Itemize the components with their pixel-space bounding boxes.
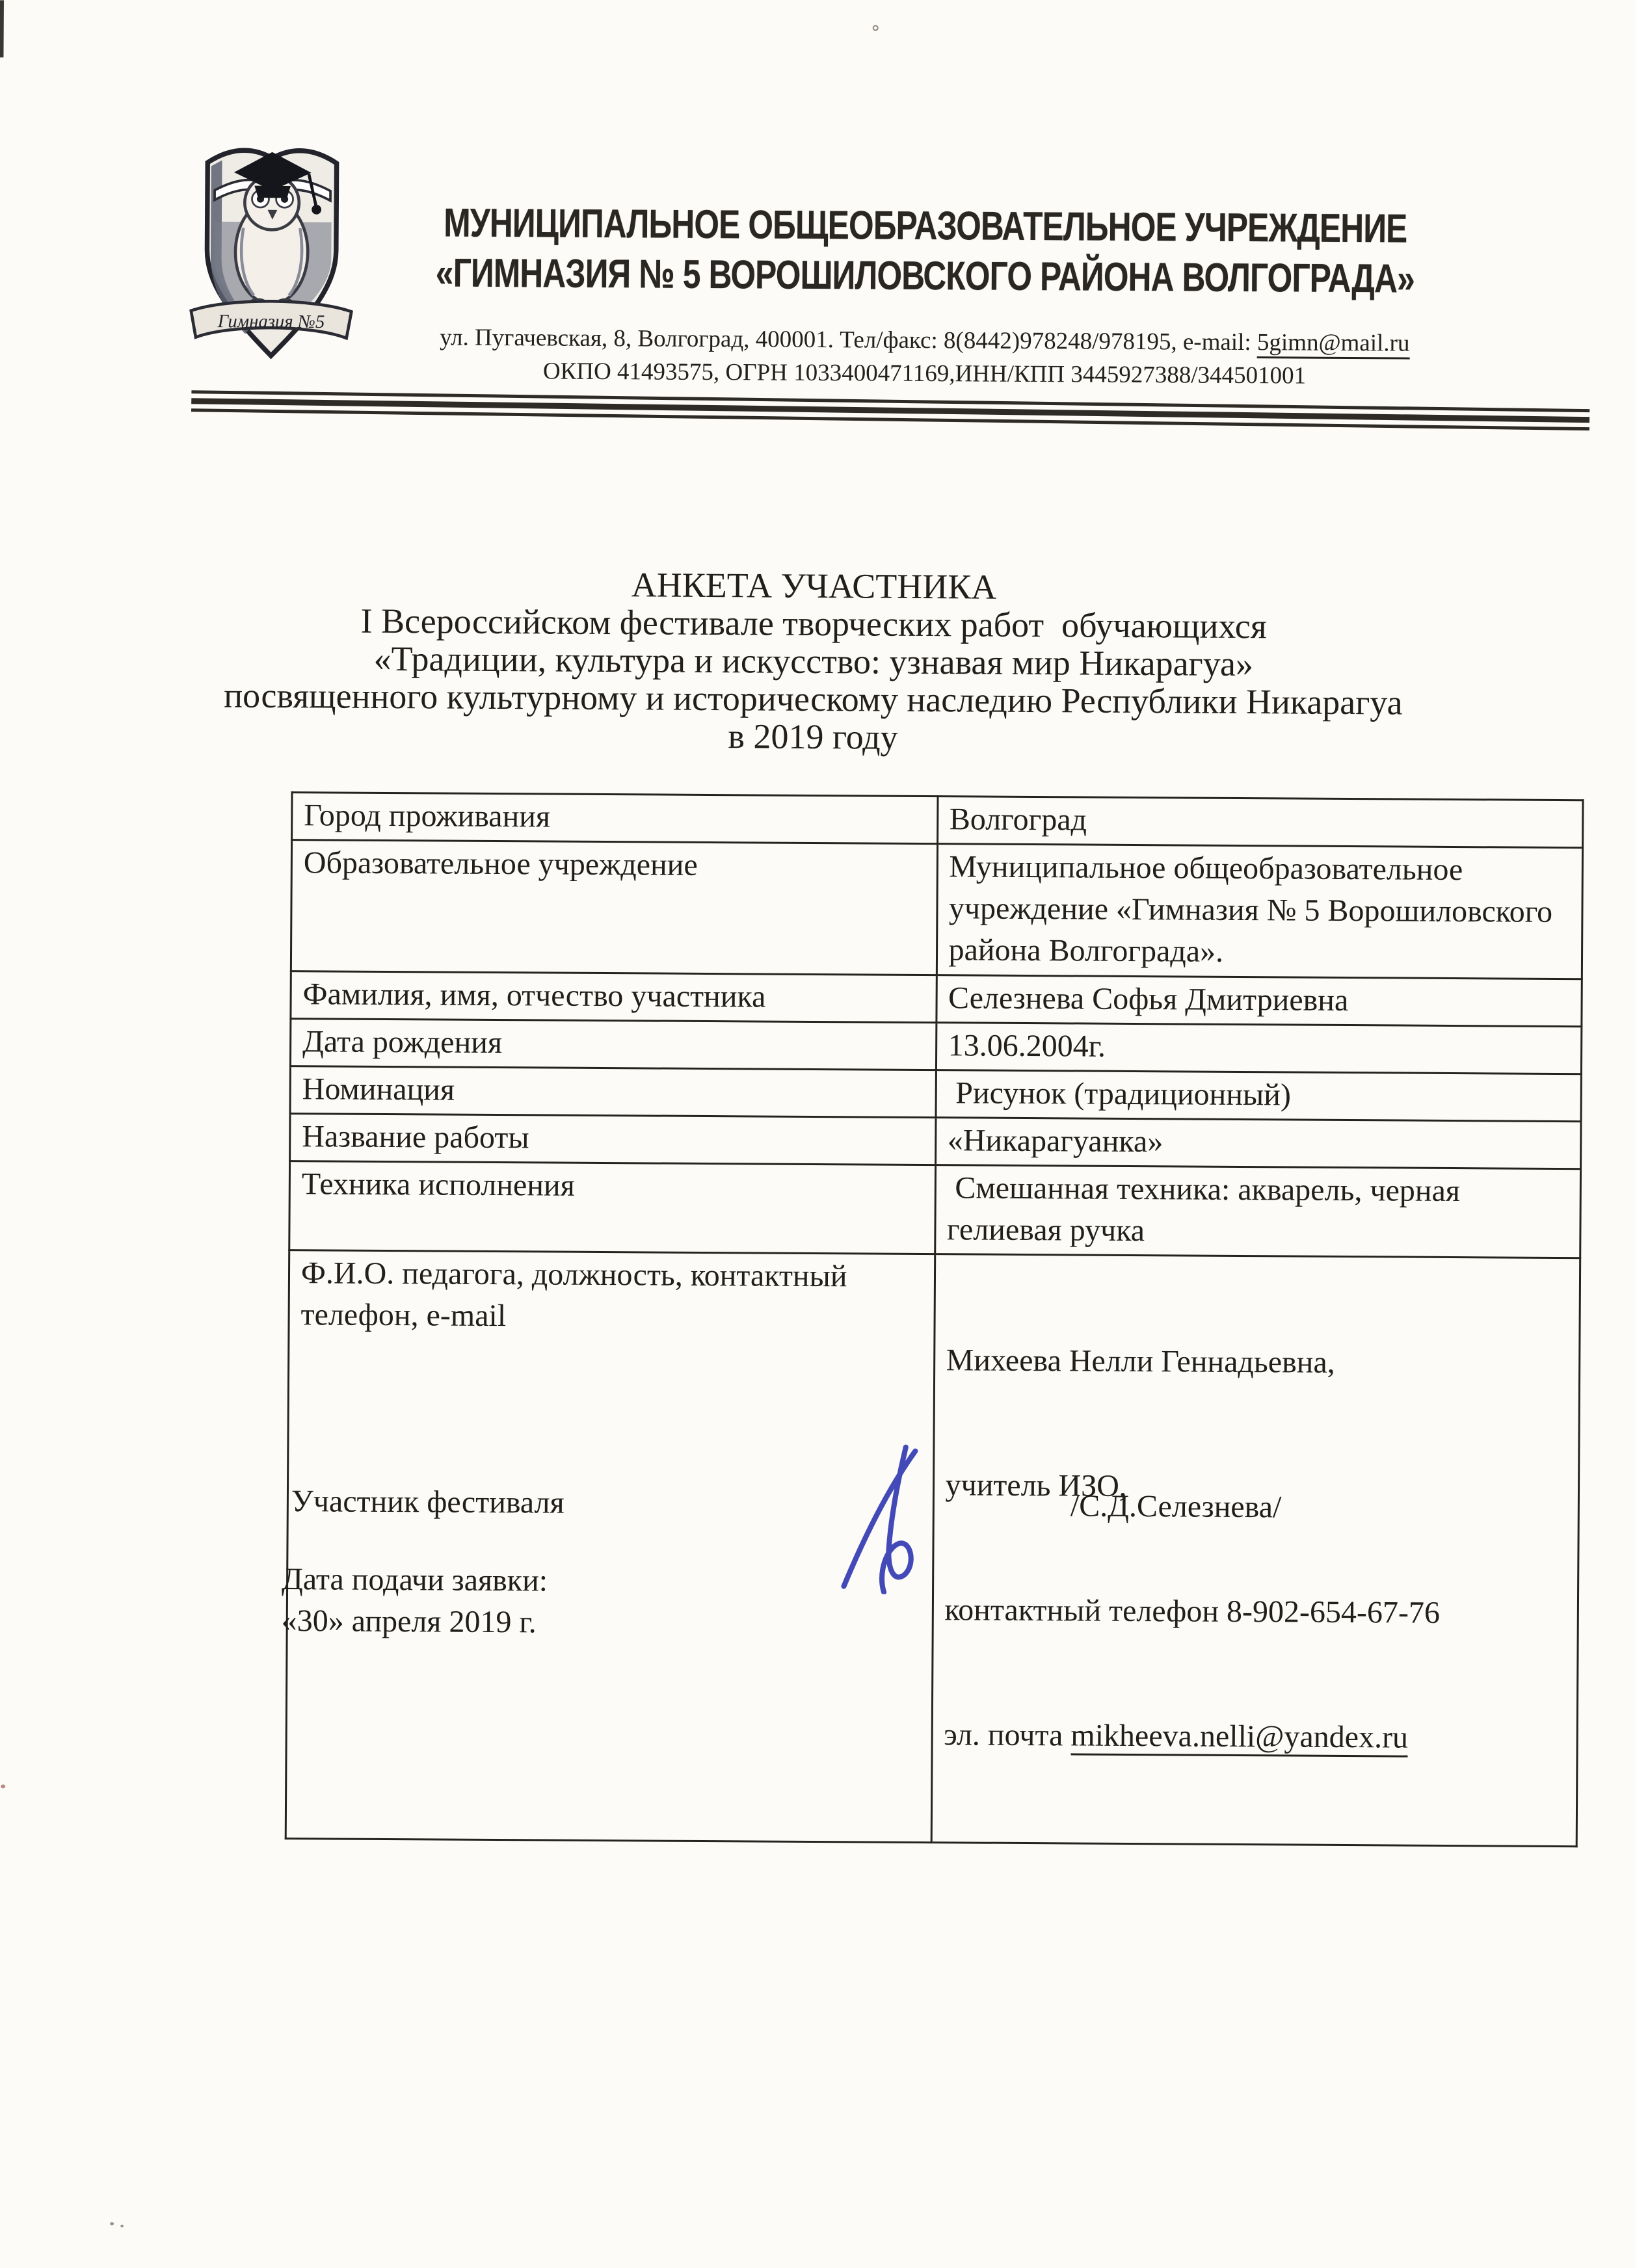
title-line-4: посвященного культурному и историческому наследию Республики Никарагуа <box>224 676 1403 722</box>
scan-edge-artifact <box>0 0 4 57</box>
org-name-line2: «ГИМНАЗИЯ № 5 ВОРОШИЛОВСКОГО РАЙОНА ВОЛГОГРАДА» <box>435 250 1415 302</box>
handwritten-signature <box>824 1441 948 1594</box>
table-row <box>290 1114 1581 1169</box>
teacher-email-link: mikheeva.nelli@yandex.ru <box>1070 1718 1408 1757</box>
title-line-1: АНКЕТА УЧАСТНИКА <box>631 565 997 607</box>
signature-stroke <box>882 1447 912 1592</box>
table-row <box>292 793 1583 848</box>
field-label-work-title: Название работы <box>290 1114 936 1165</box>
letterhead-contacts <box>258 320 1591 395</box>
field-label-city: Город проживания <box>292 793 938 844</box>
field-value-institution: Муниципальное общеобразовательное учреждение «Гимназия № 5 Ворошиловского района Волгограда». <box>937 844 1583 979</box>
table-row <box>291 971 1582 1027</box>
field-value-work-title: «Никарагуанка» <box>935 1118 1581 1169</box>
field-label-technique: Техника исполнения <box>289 1161 935 1254</box>
table-row <box>291 840 1582 979</box>
signature-stroke <box>844 1451 915 1587</box>
scan-speck <box>110 2222 114 2225</box>
org-name-block <box>258 197 1592 306</box>
letterhead-separator-rule <box>191 390 1589 430</box>
table-row <box>289 1161 1581 1258</box>
org-email-link: 5gimn@mail.ru <box>1257 329 1410 359</box>
teacher-name: Михеева Нелли Геннадьевна, <box>946 1343 1335 1380</box>
field-label-birthdate: Дата рождения <box>290 1019 936 1070</box>
field-value-nomination: Рисунок (традиционный) <box>936 1070 1582 1122</box>
scan-speck <box>1 1784 5 1788</box>
field-label-participant-name: Фамилия, имя, отчество участника <box>291 971 937 1023</box>
scan-speck <box>120 2225 124 2228</box>
field-label-institution: Образовательное учреждение <box>291 840 937 975</box>
application-date-label: Дата подачи заявки: <box>281 1562 548 1598</box>
application-date-value: «30» апреля 2019 г. <box>281 1603 537 1640</box>
registration-line: ОКПО 41493575, ОГРН 1033400471169,ИНН/КПП 3445927388/344501001 <box>542 358 1307 389</box>
teacher-email-prefix: эл. почта <box>944 1717 1071 1753</box>
field-value-birthdate: 13.06.2004г. <box>936 1023 1582 1074</box>
field-value-technique: Смешанная техника: акварель, черная гелиевая ручка <box>935 1165 1580 1258</box>
document-title-block <box>0 562 1632 760</box>
banner-text: Гимназия №5 <box>217 311 325 333</box>
teacher-position: учитель ИЗО, <box>945 1468 1128 1503</box>
field-value-teacher <box>931 1254 1580 1847</box>
field-value-participant-name: Селезнева Софья Дмитриевна <box>936 975 1582 1027</box>
title-line-5: в 2019 году <box>728 717 898 757</box>
table-row <box>290 1019 1581 1074</box>
field-label-teacher: Ф.И.О. педагога, должность, контактный телефон, e-mail <box>286 1250 935 1843</box>
scan-speck <box>873 25 879 31</box>
title-line-3: «Традиции, культура и искусство: узнавая мир Никарагуа» <box>373 639 1254 684</box>
title-line-2: I Всероссийском фестивале творческих работ обучающихся <box>360 601 1267 646</box>
address-text: ул. Пугачевская, 8, Волгоград, 400001. Тел/факс: 8(8442)978248/978195, e-mail: <box>440 324 1258 356</box>
application-form-table <box>285 791 1584 1847</box>
participant-label: Участник фестиваля <box>291 1484 565 1520</box>
teacher-phone: контактный телефон 8-902-654-67-76 <box>944 1592 1441 1630</box>
teacher-email-line <box>944 1714 1567 1760</box>
field-label-nomination: Номинация <box>290 1066 936 1118</box>
participant-printed-name: /С.Д.Селезнева/ <box>1070 1488 1282 1525</box>
table-row <box>290 1066 1581 1122</box>
org-name-line1: МУНИЦИПАЛЬНОЕ ОБЩЕОБРАЗОВАТЕЛЬНОЕ УЧРЕЖДЕНИЕ <box>444 200 1407 252</box>
graduation-cap-base <box>254 186 291 198</box>
field-value-city: Волгоград <box>937 797 1583 848</box>
